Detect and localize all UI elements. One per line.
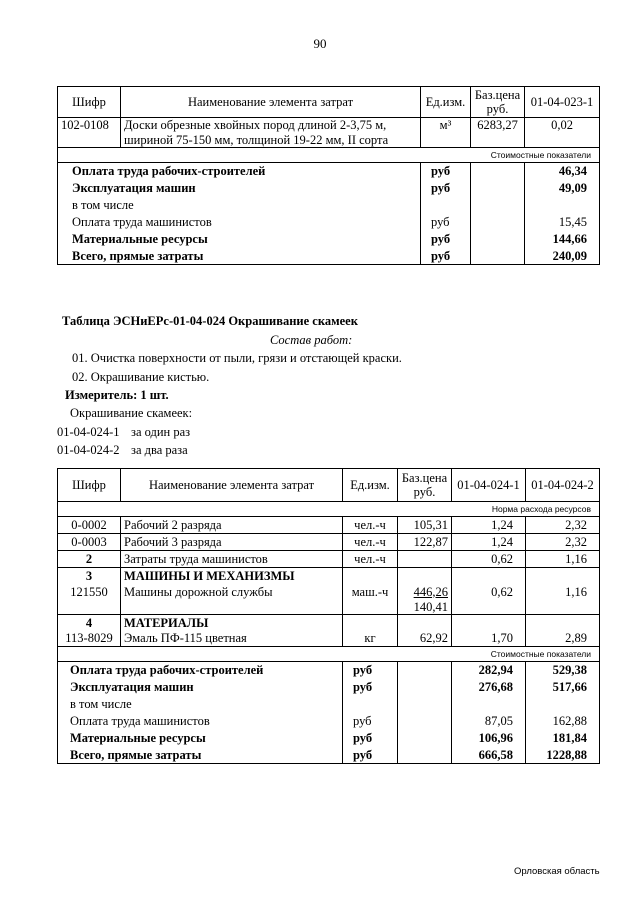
header-code: Шифр <box>58 469 121 502</box>
cost-table-2 <box>57 468 600 764</box>
norm-label: Норма расхода ресурсов <box>58 502 600 517</box>
header-name: Наименование элемента затрат <box>121 469 343 502</box>
summary-value: 46,34 <box>525 163 600 180</box>
summary-value: 15,45 <box>525 214 600 231</box>
header-code: Шифр <box>58 87 121 118</box>
summary-row <box>58 696 600 713</box>
variant-code: 01-04-024-2 <box>57 443 120 457</box>
table-row <box>58 631 600 647</box>
cost-table-1 <box>57 86 600 265</box>
row-value-2: 2,32 <box>526 534 600 551</box>
group-row <box>58 615 600 631</box>
summary-row <box>58 231 600 248</box>
row-value-1: 1,24 <box>452 517 526 534</box>
header-unit: Ед.изм. <box>421 87 471 118</box>
row-unit: чел.-ч <box>343 551 398 568</box>
summary-value-2: 162,88 <box>526 713 600 730</box>
row-name: Затраты труда машинистов <box>121 551 343 568</box>
row-price-secondary: 140,41 <box>398 600 452 615</box>
summary-name: Оплата труда машинистов <box>58 713 343 730</box>
row-unit: кг <box>343 631 398 647</box>
row-value-2: 1,16 <box>526 551 600 568</box>
row-value: 0,02 <box>525 118 600 133</box>
summary-name: Эксплуатация машин <box>58 180 421 197</box>
summary-row <box>58 214 600 231</box>
row-price: 62,92 <box>398 631 452 647</box>
row-name-line1: Доски обрезные хвойных пород длиной 2-3,75 м, <box>121 118 421 133</box>
header-name: Наименование элемента затрат <box>121 87 421 118</box>
row-code: 121550 <box>58 584 121 600</box>
header-unit: Ед.изм. <box>343 469 398 502</box>
footer-region: Орловская область <box>514 866 600 877</box>
section-label-row <box>58 647 600 662</box>
summary-value: 49,09 <box>525 180 600 197</box>
summary-name: Оплата труда машинистов <box>58 214 421 231</box>
composition-item: 02. Окрашивание кистью. <box>72 370 210 384</box>
table-row <box>58 600 600 615</box>
table-header-row <box>58 87 600 118</box>
summary-value-1: 666,58 <box>452 747 526 764</box>
variant-label: за один раз <box>131 425 191 439</box>
row-unit: чел.-ч <box>343 517 398 534</box>
table-row <box>58 133 600 148</box>
row-value-2: 2,89 <box>526 631 600 647</box>
summary-row <box>58 662 600 679</box>
row-price: 446,26 <box>398 584 452 600</box>
summary-name: Всего, прямые затраты <box>58 747 343 764</box>
summary-row <box>58 197 600 214</box>
summary-row <box>58 747 600 764</box>
group-number: 4 <box>58 615 121 631</box>
summary-value-2: 517,66 <box>526 679 600 696</box>
row-code: 102-0108 <box>58 118 121 133</box>
summary-value-2: 1228,88 <box>526 747 600 764</box>
summary-name: в том числе <box>58 197 421 214</box>
summary-row <box>58 730 600 747</box>
header-code-value-1: 01-04-024-1 <box>452 469 526 502</box>
summary-value-1: 106,96 <box>452 730 526 747</box>
section-label: Стоимостные показатели <box>58 647 600 662</box>
header-code-value: 01-04-023-1 <box>525 87 600 118</box>
page-number: 90 <box>313 36 327 51</box>
row-value-1: 1,70 <box>452 631 526 647</box>
row-price: 105,31 <box>398 517 452 534</box>
summary-name: Материальные ресурсы <box>58 730 343 747</box>
row-name: Рабочий 2 разряда <box>121 517 343 534</box>
summary-name: Всего, прямые затраты <box>58 248 421 265</box>
summary-name: в том числе <box>58 696 343 713</box>
row-code: 0-0003 <box>58 534 121 551</box>
summary-row <box>58 713 600 730</box>
group-number: 3 <box>58 568 121 584</box>
row-unit: м³ <box>421 118 471 133</box>
summary-value: 240,09 <box>525 248 600 265</box>
summary-value-1: 282,94 <box>452 662 526 679</box>
row-code: 0-0002 <box>58 517 121 534</box>
table-row <box>58 584 600 600</box>
norm-label-row <box>58 502 600 517</box>
row-value-1: 0,62 <box>452 551 526 568</box>
summary-name: Оплата труда рабочих-строителей <box>58 163 421 180</box>
table-row <box>58 517 600 534</box>
summary-unit: руб <box>343 747 398 764</box>
summary-unit: руб <box>421 163 471 180</box>
work-name: Окрашивание скамеек: <box>70 406 193 420</box>
table-header-row <box>58 469 600 502</box>
summary-name: Эксплуатация машин <box>58 679 343 696</box>
table-row <box>58 118 600 133</box>
composition-item: 01. Очистка поверхности от пыли, грязи и отстающей краски. <box>72 351 402 365</box>
section-label: Стоимостные показатели <box>58 148 600 163</box>
header-price: Баз.цена руб. <box>471 87 525 118</box>
variant-label: за два раза <box>131 443 188 457</box>
row-name-line2: шириной 75-150 мм, толщиной 19-22 мм, II сорта <box>121 133 421 148</box>
summary-row <box>58 180 600 197</box>
row-name: Эмаль ПФ-115 цветная <box>121 631 343 647</box>
row-price: 122,87 <box>398 534 452 551</box>
summary-unit: руб <box>421 214 471 231</box>
summary-value-2: 529,38 <box>526 662 600 679</box>
group-title: МАТЕРИАЛЫ <box>121 615 343 631</box>
row-value-1: 0,62 <box>452 584 526 600</box>
summary-row <box>58 679 600 696</box>
summary-name: Оплата труда рабочих-строителей <box>58 662 343 679</box>
variant-code: 01-04-024-1 <box>57 425 120 439</box>
row-code: 113-8029 <box>58 631 121 647</box>
table-row <box>58 534 600 551</box>
row-code: 2 <box>58 551 121 568</box>
summary-unit: руб <box>421 231 471 248</box>
meter: Измеритель: 1 шт. <box>65 388 169 402</box>
row-name: Рабочий 3 разряда <box>121 534 343 551</box>
summary-row <box>58 248 600 265</box>
row-name: Машины дорожной службы <box>121 584 343 600</box>
row-value-1: 1,24 <box>452 534 526 551</box>
row-unit: чел.-ч <box>343 534 398 551</box>
row-value-2: 2,32 <box>526 517 600 534</box>
section-label-row <box>58 148 600 163</box>
header-code-value-2: 01-04-024-2 <box>526 469 600 502</box>
section-title: Таблица ЭСНиЕРс-01-04-024 Окрашивание скамеек <box>62 314 358 328</box>
row-unit: маш.-ч <box>343 584 398 600</box>
summary-value: 144,66 <box>525 231 600 248</box>
group-row <box>58 568 600 584</box>
summary-unit: руб <box>343 730 398 747</box>
summary-unit: руб <box>343 679 398 696</box>
summary-value-2: 181,84 <box>526 730 600 747</box>
row-price: 6283,27 <box>471 118 525 133</box>
table-row <box>58 551 600 568</box>
composition-title: Состав работ: <box>270 333 353 347</box>
summary-row <box>58 163 600 180</box>
summary-unit: руб <box>421 248 471 265</box>
summary-unit: руб <box>343 662 398 679</box>
group-title: МАШИНЫ И МЕХАНИЗМЫ <box>121 568 343 584</box>
summary-name: Материальные ресурсы <box>58 231 421 248</box>
summary-unit: руб <box>343 713 398 730</box>
header-price: Баз.цена руб. <box>398 469 452 502</box>
summary-value-1: 87,05 <box>452 713 526 730</box>
summary-unit: руб <box>421 180 471 197</box>
summary-value-1: 276,68 <box>452 679 526 696</box>
row-value-2: 1,16 <box>526 584 600 600</box>
